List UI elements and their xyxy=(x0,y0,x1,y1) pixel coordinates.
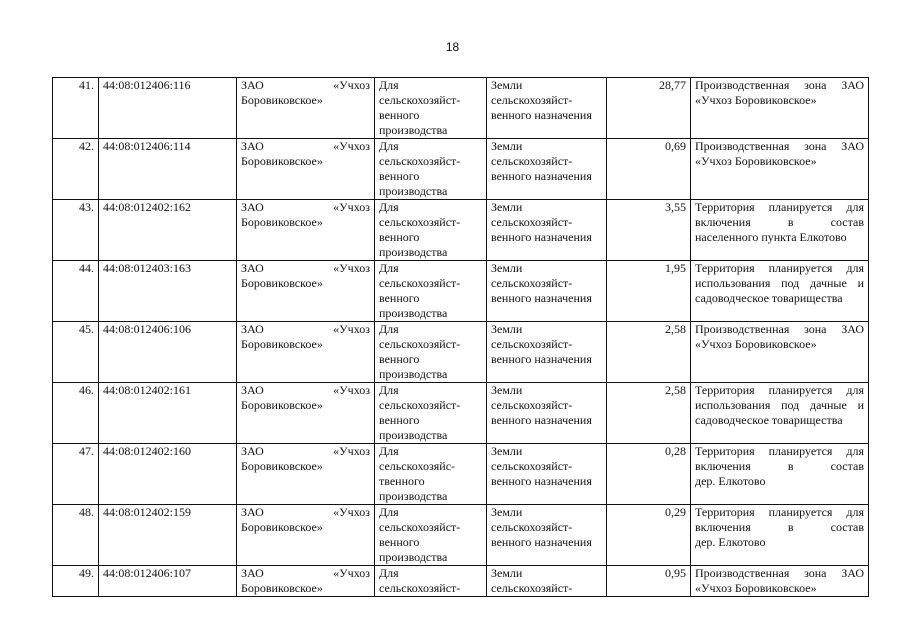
owner-cell xyxy=(237,505,375,566)
permitted-use-cell xyxy=(375,200,487,261)
category-line: сельскохозяйст- xyxy=(491,93,573,107)
category-line: Земли xyxy=(491,261,523,275)
purpose-line: Для xyxy=(379,322,399,336)
owner-line: Боровиковское» xyxy=(241,581,323,595)
purpose-line: производства xyxy=(379,123,448,137)
area-cell: 0,28 xyxy=(607,444,691,505)
area-cell: 2,58 xyxy=(607,322,691,383)
purpose-line: производства xyxy=(379,367,448,381)
note-line: «Учхоз Боровиковское» xyxy=(695,93,817,107)
purpose-line: венного xyxy=(379,413,420,427)
owner-line: ЗАО «Учхоз xyxy=(241,505,370,519)
purpose-line: сельскохозяйс- xyxy=(379,459,456,473)
planning-note-cell xyxy=(691,444,869,505)
note-line: Производственная зона ЗАО xyxy=(695,322,864,336)
owner-cell xyxy=(237,383,375,444)
planning-note-cell xyxy=(691,383,869,444)
cadastral-number-cell: 44:08:012403:163 xyxy=(99,261,237,322)
purpose-line: Для xyxy=(379,505,399,519)
cadastral-number-cell: 44:08:012402:162 xyxy=(99,200,237,261)
area-cell: 2,58 xyxy=(607,383,691,444)
owner-line: Боровиковское» xyxy=(241,459,323,473)
owner-line: Боровиковское» xyxy=(241,398,323,412)
note-line: Производственная зона ЗАО xyxy=(695,566,864,580)
category-line: сельскохозяйст- xyxy=(491,398,573,412)
permitted-use-cell xyxy=(375,78,487,139)
owner-line: Боровиковское» xyxy=(241,154,323,168)
category-line: Земли xyxy=(491,139,523,153)
permitted-use-cell xyxy=(375,383,487,444)
category-line: венного назначения xyxy=(491,413,592,427)
table-row xyxy=(53,139,869,200)
note-line: использования под дачные и xyxy=(695,398,864,412)
cadastral-number-cell: 44:08:012402:160 xyxy=(99,444,237,505)
note-line: включения в состав xyxy=(695,459,864,473)
owner-line: Боровиковское» xyxy=(241,215,323,229)
purpose-line: производства xyxy=(379,184,448,198)
purpose-line: производства xyxy=(379,245,448,259)
owner-line: Боровиковское» xyxy=(241,337,323,351)
owner-cell xyxy=(237,566,375,597)
purpose-line: твенного xyxy=(379,474,425,488)
note-line: дер. Елкотово xyxy=(695,535,766,549)
category-line: сельскохозяйст- xyxy=(491,581,573,595)
category-line: сельскохозяйст- xyxy=(491,520,573,534)
area-cell: 3,55 xyxy=(607,200,691,261)
note-line: «Учхоз Боровиковское» xyxy=(695,337,817,351)
purpose-line: венного xyxy=(379,535,420,549)
purpose-line: производства xyxy=(379,428,448,442)
owner-line: Боровиковское» xyxy=(241,520,323,534)
purpose-line: Для xyxy=(379,200,399,214)
purpose-line: Для xyxy=(379,566,399,580)
note-line: включения в состав xyxy=(695,215,864,229)
owner-cell xyxy=(237,322,375,383)
cadastral-number-cell: 44:08:012406:116 xyxy=(99,78,237,139)
row-number-cell: 44. xyxy=(53,261,99,322)
land-plots-table xyxy=(52,77,869,597)
cadastral-number-cell: 44:08:012406:114 xyxy=(99,139,237,200)
category-line: Земли xyxy=(491,566,523,580)
area-cell: 0,95 xyxy=(607,566,691,597)
planning-note-cell xyxy=(691,261,869,322)
row-number-cell: 46. xyxy=(53,383,99,444)
table-row xyxy=(53,566,869,597)
category-line: сельскохозяйст- xyxy=(491,276,573,290)
category-line: Земли xyxy=(491,505,523,519)
table-row xyxy=(53,200,869,261)
row-number-cell: 47. xyxy=(53,444,99,505)
owner-cell xyxy=(237,139,375,200)
row-number-cell: 45. xyxy=(53,322,99,383)
category-line: венного назначения xyxy=(491,169,592,183)
planning-note-cell xyxy=(691,78,869,139)
purpose-line: венного xyxy=(379,108,420,122)
land-category-cell xyxy=(487,78,607,139)
purpose-line: сельскохозяйст- xyxy=(379,215,461,229)
area-cell: 1,95 xyxy=(607,261,691,322)
owner-line: Боровиковское» xyxy=(241,276,323,290)
permitted-use-cell xyxy=(375,566,487,597)
row-number-cell: 48. xyxy=(53,505,99,566)
permitted-use-cell xyxy=(375,322,487,383)
table-row xyxy=(53,505,869,566)
purpose-line: производства xyxy=(379,550,448,564)
row-number-cell: 49. xyxy=(53,566,99,597)
owner-line: Боровиковское» xyxy=(241,93,323,107)
category-line: сельскохозяйст- xyxy=(491,154,573,168)
land-category-cell xyxy=(487,505,607,566)
row-number-cell: 42. xyxy=(53,139,99,200)
note-line: Территория планируется для xyxy=(695,383,864,397)
owner-line: ЗАО «Учхоз xyxy=(241,322,370,336)
land-category-cell xyxy=(487,200,607,261)
note-line: «Учхоз Боровиковское» xyxy=(695,154,817,168)
permitted-use-cell xyxy=(375,444,487,505)
planning-note-cell xyxy=(691,200,869,261)
note-line: Территория планируется для xyxy=(695,444,864,458)
cadastral-number-cell: 44:08:012402:161 xyxy=(99,383,237,444)
owner-cell xyxy=(237,78,375,139)
owner-line: ЗАО «Учхоз xyxy=(241,383,370,397)
note-line: населенного пункта Елкотово xyxy=(695,230,847,244)
category-line: венного назначения xyxy=(491,230,592,244)
purpose-line: венного xyxy=(379,352,420,366)
owner-line: ЗАО «Учхоз xyxy=(241,261,370,275)
purpose-line: Для xyxy=(379,78,399,92)
purpose-line: сельскохозяйст- xyxy=(379,581,461,595)
permitted-use-cell xyxy=(375,505,487,566)
purpose-line: производства xyxy=(379,489,448,503)
note-line: дер. Елкотово xyxy=(695,474,766,488)
area-cell: 0,29 xyxy=(607,505,691,566)
category-line: сельскохозяйст- xyxy=(491,337,573,351)
category-line: венного назначения xyxy=(491,535,592,549)
area-cell: 28,77 xyxy=(607,78,691,139)
table-row xyxy=(53,322,869,383)
note-line: Производственная зона ЗАО xyxy=(695,139,864,153)
note-line: Территория планируется для xyxy=(695,505,864,519)
note-line: Производственная зона ЗАО xyxy=(695,78,864,92)
page-number: 18 xyxy=(445,40,460,54)
purpose-line: венного xyxy=(379,230,420,244)
purpose-line: сельскохозяйст- xyxy=(379,520,461,534)
note-line: включения в состав xyxy=(695,520,864,534)
owner-line: ЗАО «Учхоз xyxy=(241,78,370,92)
table-row xyxy=(53,78,869,139)
land-category-cell xyxy=(487,261,607,322)
note-line: садоводческое товарищества xyxy=(695,291,843,305)
table-row xyxy=(53,261,869,322)
category-line: Земли xyxy=(491,322,523,336)
category-line: Земли xyxy=(491,383,523,397)
owner-cell xyxy=(237,444,375,505)
area-cell: 0,69 xyxy=(607,139,691,200)
category-line: венного назначения xyxy=(491,108,592,122)
cadastral-number-cell: 44:08:012406:107 xyxy=(99,566,237,597)
category-line: Земли xyxy=(491,444,523,458)
land-category-cell xyxy=(487,383,607,444)
planning-note-cell xyxy=(691,139,869,200)
permitted-use-cell xyxy=(375,139,487,200)
planning-note-cell xyxy=(691,566,869,597)
row-number-cell: 43. xyxy=(53,200,99,261)
category-line: Земли xyxy=(491,78,523,92)
planning-note-cell xyxy=(691,505,869,566)
land-category-cell xyxy=(487,322,607,383)
purpose-line: сельскохозяйст- xyxy=(379,154,461,168)
purpose-line: сельскохозяйст- xyxy=(379,398,461,412)
purpose-line: Для xyxy=(379,444,399,458)
owner-line: ЗАО «Учхоз xyxy=(241,139,370,153)
category-line: венного назначения xyxy=(491,352,592,366)
purpose-line: венного xyxy=(379,169,420,183)
note-line: Территория планируется для xyxy=(695,261,864,275)
land-category-cell xyxy=(487,566,607,597)
table-row xyxy=(53,383,869,444)
category-line: Земли xyxy=(491,200,523,214)
note-line: Территория планируется для xyxy=(695,200,864,214)
planning-note-cell xyxy=(691,322,869,383)
purpose-line: сельскохозяйст- xyxy=(379,337,461,351)
category-line: венного назначения xyxy=(491,291,592,305)
table-body xyxy=(53,78,869,597)
purpose-line: производства xyxy=(379,306,448,320)
purpose-line: сельскохозяйст- xyxy=(379,276,461,290)
permitted-use-cell xyxy=(375,261,487,322)
owner-line: ЗАО «Учхоз xyxy=(241,566,370,580)
row-number-cell: 41. xyxy=(53,78,99,139)
owner-cell xyxy=(237,261,375,322)
cadastral-number-cell: 44:08:012402:159 xyxy=(99,505,237,566)
owner-line: ЗАО «Учхоз xyxy=(241,444,370,458)
cadastral-number-cell: 44:08:012406:106 xyxy=(99,322,237,383)
category-line: сельскохозяйст- xyxy=(491,215,573,229)
purpose-line: сельскохозяйст- xyxy=(379,93,461,107)
category-line: венного назначения xyxy=(491,474,592,488)
owner-line: ЗАО «Учхоз xyxy=(241,200,370,214)
land-category-cell xyxy=(487,139,607,200)
land-category-cell xyxy=(487,444,607,505)
purpose-line: венного xyxy=(379,291,420,305)
purpose-line: Для xyxy=(379,383,399,397)
owner-cell xyxy=(237,200,375,261)
table-row xyxy=(53,444,869,505)
note-line: использования под дачные и xyxy=(695,276,864,290)
purpose-line: Для xyxy=(379,261,399,275)
note-line: садоводческое товарищества xyxy=(695,413,843,427)
note-line: «Учхоз Боровиковское» xyxy=(695,581,817,595)
category-line: сельскохозяйст- xyxy=(491,459,573,473)
purpose-line: Для xyxy=(379,139,399,153)
